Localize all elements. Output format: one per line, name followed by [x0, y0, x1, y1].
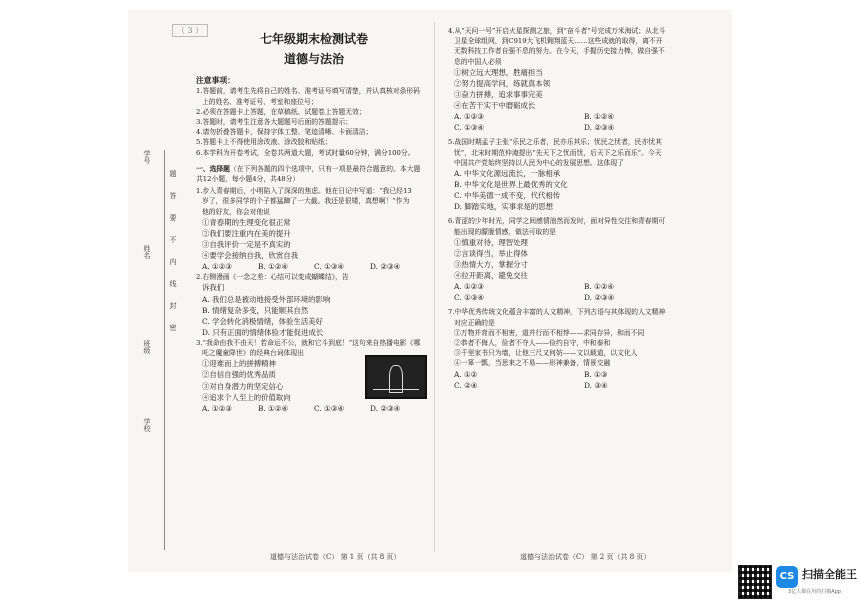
q4-stem: 卫星全球组网，到C919大飞机翱翔蓝天……这些成就的取得，离不开	[454, 37, 663, 46]
q7-item: ①万物并育而不相害，道并行而不相悖——求同存异，和而不同	[454, 328, 645, 337]
notes-title: 注意事项：	[196, 75, 235, 85]
q4-item: ②努力提高学问，练就真本领	[454, 78, 551, 88]
binding-mark: 线	[169, 280, 177, 287]
binding-mark: 封	[169, 302, 177, 309]
binding-margin	[143, 150, 178, 550]
option: A. ①②	[454, 369, 478, 379]
q4-item: ①树立远大理想，胜痛担当	[454, 67, 543, 77]
q4-item: ③奋力拼搏，追求事事完美	[454, 89, 543, 99]
q1-item: ①青春期的生理变化很正常	[202, 217, 291, 227]
q7-options	[448, 380, 724, 391]
q4-options	[448, 111, 724, 122]
camscanner-logo-icon: CS	[776, 566, 798, 588]
option: D. ②③④	[370, 403, 401, 413]
q4-stem: 4.从“天问一号”开启火星探测之旅，到“奋斗者”号完成万米海试；从北斗	[448, 27, 666, 35]
q4-item: ④在苦干实干中磨砺成长	[454, 101, 536, 111]
q7-item: ④一箪一瓢，当思来之不易——形神兼备，情景交融	[454, 359, 611, 368]
binding-field-class: 班级	[143, 340, 151, 354]
q7-stem: 对应正确的是	[454, 318, 495, 327]
note-line: 4.请勿折叠答题卡，保持字体工整、笔迹清晰、卡面清洁；	[196, 128, 373, 137]
q3-item: ①迎难而上的拼搏精神	[202, 359, 276, 369]
camscanner-tagline: 3亿人都在用的扫描App	[788, 589, 841, 595]
q3-options	[196, 403, 432, 414]
q2-stem: 诉我们	[202, 283, 225, 293]
binding-mark: 不	[169, 236, 177, 243]
q2-stem: 2.右侧漫画《一念之差：心结可以变成蝴蝶结》，告	[196, 273, 349, 282]
option: A. ①②③	[454, 112, 484, 122]
q5-option: C. 中华美德一成不变，代代相传	[454, 191, 561, 201]
option: D. ②③④	[584, 293, 615, 303]
cartoon-image	[365, 355, 427, 399]
section-desc-2: 共12小题，每小题4分，共48分）	[196, 174, 300, 183]
q6-item: ①慎重对待，理智处理	[454, 237, 528, 247]
option: B. ①②④	[258, 262, 289, 272]
q1-options	[196, 261, 432, 272]
page-divider	[434, 22, 435, 552]
note-line: 上的姓名、准考证号、考室和座位号；	[202, 97, 318, 106]
q6-stem: 能出现的朦胧情感，做法可取的是	[454, 227, 556, 236]
q2-option: B. 情绪复杂多变，只能顺其自然	[202, 305, 309, 315]
q6-stem: 6.青涩的少年时光，同学之间感情油然而发时，面对异性交往和青春期可	[448, 217, 666, 226]
option: D. ②③④	[584, 123, 615, 133]
left-page-footer: 道德与法治试卷（C） 第 1 页（共 8 页）	[270, 553, 401, 561]
q3-stem: 吒之魔童降世》的经典台词体现出	[202, 349, 304, 358]
option: A. ①②③	[454, 282, 484, 292]
q5-option: B. 中华文化是世界上最优秀的文化	[454, 180, 568, 190]
q1-stem: 1.步入青春期后，小明陷入了深深的焦虑。他在日记中写道：“我已经13	[196, 187, 412, 196]
binding-field-school: 学校	[143, 418, 151, 432]
q4-options	[448, 122, 724, 133]
q7-options	[448, 369, 724, 380]
option: C. ①③④	[454, 293, 484, 303]
q1-item: ③自我评价一定是不真实的	[202, 239, 291, 249]
option: A. ①②③	[202, 262, 232, 272]
right-page	[448, 26, 724, 391]
qr-code-icon	[738, 565, 772, 599]
ground-line	[373, 389, 419, 390]
q6-item: ④拉开距离，避免交往	[454, 271, 528, 281]
right-page-footer: 道德与法治试卷（C） 第 2 页（共 8 页）	[520, 553, 651, 561]
option: B. ①②④	[258, 403, 289, 413]
q2-option: A. 我们总是被动地接受外部环境的影响	[202, 294, 331, 304]
option: B. ①②④	[584, 112, 615, 122]
section-heading	[196, 164, 432, 174]
q1-item: ④要学会接纳自我，欣赏自我	[202, 251, 299, 261]
q5-option: D. 脚踏实地，实事求是的思想	[454, 202, 554, 212]
q3-item: ②自信自强的优秀品质	[202, 370, 276, 380]
q2-option: D. 只有正面的情绪体验才能促进成长	[202, 327, 324, 337]
q7-item: ③千里家书只为墙，让他三尺又何妨——文以载道，以文化人	[454, 349, 638, 358]
binding-mark: 密	[169, 324, 177, 331]
q6-item: ②言谈得当，举止得体	[454, 248, 528, 258]
option: C. ②④	[454, 380, 478, 390]
binding-line	[164, 150, 165, 550]
note-line: 3.答题时，请考生注意各大题题号后面的答题提示；	[196, 118, 353, 127]
q5-stem: 5.战国时期孟子主张“乐民之乐者，民亦乐其乐；忧民之忧者，民亦忧其	[448, 138, 662, 147]
camscanner-name: 扫描全能王	[802, 568, 857, 581]
q3-item: ③对自身潜力的坚定信心	[202, 381, 284, 391]
q4-stem: 息的中国人必须	[454, 57, 502, 66]
option: D. ②③④	[370, 262, 401, 272]
note-line: 6.本学科为开卷考试，全卷共两道大题，考试时量60分钟，满分100分。	[196, 148, 415, 157]
section-title: 一、选择题	[196, 164, 230, 173]
binding-mark: 答	[169, 192, 177, 199]
binding-mark: 题	[169, 170, 177, 177]
q6-options	[448, 292, 724, 303]
q5-stem: 中国共产党始终坚持以人民为中心的发展思想。这体现了	[454, 158, 624, 167]
binding-field-id: 学号	[143, 150, 151, 164]
exam-title: 七年级期末检测试卷	[259, 32, 368, 46]
option: A. ①②③	[202, 403, 232, 413]
binding-mark: 要	[169, 214, 177, 221]
option: C. ①③④	[314, 262, 344, 272]
q2-option: C. 学会转化消极情绪，体验生活美好	[202, 316, 323, 326]
binding-field-name: 姓名	[143, 245, 151, 259]
option: D. ③④	[584, 380, 608, 390]
exam-subject: 道德与法治	[283, 52, 344, 67]
q7-item: ②恭者不侮人，俭者不夺人——俭约自守，中和泰和	[454, 339, 611, 347]
q5-option: A. 中华文化源远流长，一脉相承	[454, 168, 561, 178]
q6-options	[448, 281, 724, 292]
q5-stem: 忧”，北宋时期范仲淹提出“先天下之忧而忧，后天下之乐而乐”。今天	[454, 148, 662, 157]
q3-item: ④追求个人至上的价值取向	[202, 392, 291, 402]
option: C. ①③④	[314, 403, 344, 413]
q1-stem: 岁了，很多同学的个子都猛蹿了一大截。我还是很矮，真想啊！”作为	[202, 197, 410, 206]
note-line: 1.答题前，请考生先将自己的姓名、准考证号填写清楚，并认真核对条形码	[196, 87, 420, 96]
section-desc: （在下列各题的四个选项中，只有一项是最符合题意的。本大题	[229, 164, 421, 173]
note-line: 2.必须在答题卡上答题，在草稿纸、试题卷上答题无效；	[196, 107, 366, 116]
paper-tag: （ 3 ）	[172, 24, 208, 37]
q3-stem: 3.“我命由我不由天！若命运不公，就和它斗到底！”这句来自热播电影《哪	[196, 339, 421, 347]
note-line: 5.答题卡上不得使用涂改液、涂改胶和贴纸；	[196, 138, 332, 147]
binding-mark: 内	[169, 258, 177, 265]
option: C. ①③④	[454, 123, 484, 133]
option: B. ①③	[584, 369, 608, 379]
q7-stem: 7.中华优秀传统文化蕴含丰富的人文精神，下列古语与其体现的人文精神	[448, 308, 666, 317]
q6-item: ③热情大方，掌握分寸	[454, 260, 528, 269]
q4-stem: 无数科技工作者自强不息的努力。在今天，手握历史接力棒，做自强不	[454, 47, 665, 56]
q1-stem: 他的好友，你会对他说	[202, 207, 270, 216]
option: B. ①②④	[584, 282, 615, 292]
q1-item: ②我们要注重内在美的提升	[202, 228, 291, 238]
